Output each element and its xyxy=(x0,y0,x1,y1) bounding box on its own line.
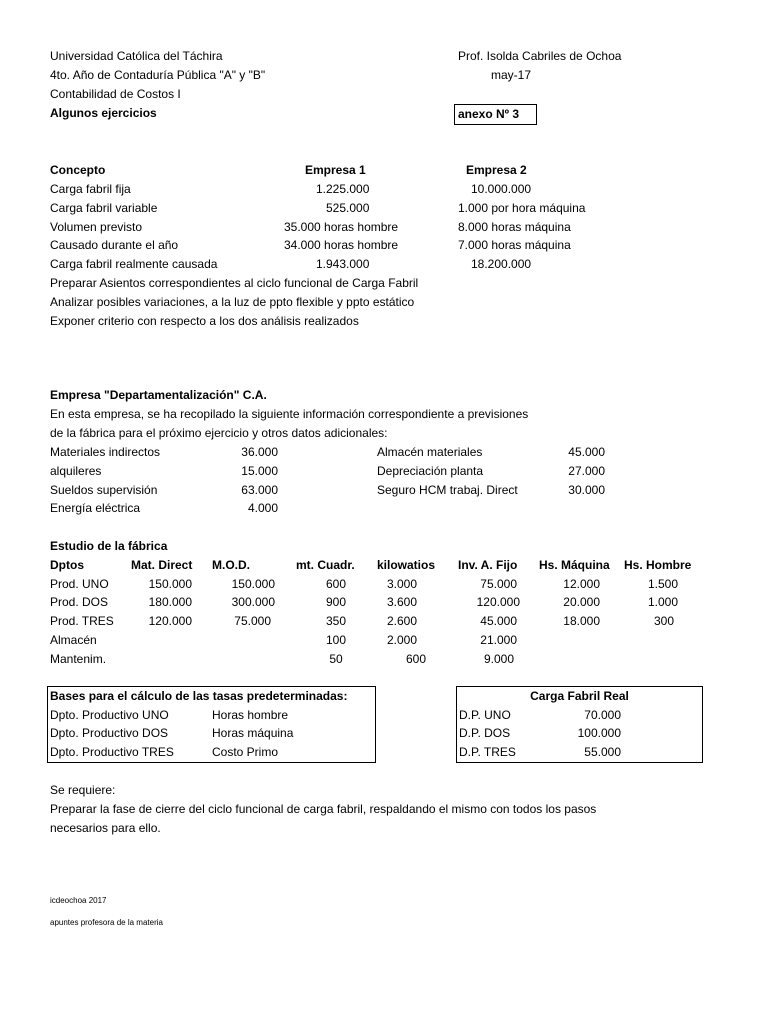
table-cell: 180.000 xyxy=(148,595,192,609)
cost-value: 63.000 xyxy=(241,483,278,497)
instruction-line: Analizar posibles variaciones, a la luz de ppto flexible y ppto estático xyxy=(50,295,415,309)
cost-label: alquileres xyxy=(50,464,102,478)
table-cell: 900 xyxy=(325,595,347,609)
table-cell: 3.600 xyxy=(386,595,417,609)
cost-label: Almacén materiales xyxy=(377,445,483,459)
topic: Algunos ejercicios xyxy=(50,106,157,120)
subject: Contabilidad de Costos I xyxy=(50,87,181,101)
company2-cell: 1.000 por hora máquina xyxy=(458,201,586,215)
company1-cell: 34.000 horas hombre xyxy=(284,238,399,252)
overhead-dept: D.P. UNO xyxy=(459,708,511,722)
table-cell: 1.000 xyxy=(647,595,678,609)
table-cell: 21.000 xyxy=(480,633,517,647)
footer-note: apuntes profesora de la materia xyxy=(50,918,163,927)
overhead-dept: D.P. TRES xyxy=(459,745,516,759)
table-cell: 45.000 xyxy=(480,614,517,628)
course-year: 4to. Año de Contaduría Pública "A" y "B" xyxy=(50,68,266,82)
study-header: Mat. Direct xyxy=(131,558,193,572)
required-text: necesarios para ello. xyxy=(50,821,161,835)
company2-cell: 18.200.000 xyxy=(471,257,532,271)
table-cell: 75.000 xyxy=(234,614,271,628)
instruction-line: Preparar Asientos correspondientes al ciclo funcional de Carga Fabril xyxy=(50,276,419,290)
concept-cell: Carga fabril realmente causada xyxy=(50,257,218,271)
bases-box xyxy=(47,686,376,763)
table-cell: 600 xyxy=(325,577,347,591)
concept-cell: Carga fabril fija xyxy=(50,182,131,196)
study-header: Dptos xyxy=(50,558,84,572)
bases-value: Costo Primo xyxy=(212,745,279,759)
concept-cell: Volumen previsto xyxy=(50,220,143,234)
real-overhead-box xyxy=(456,686,703,763)
overhead-value: 55.000 xyxy=(584,745,621,759)
study-header: Hs. Hombre xyxy=(624,558,692,572)
bases-value: Horas máquina xyxy=(212,726,294,740)
study-header: Hs. Máquina xyxy=(539,558,610,572)
overhead-value: 100.000 xyxy=(577,726,621,740)
required-title: Se requiere: xyxy=(50,783,116,797)
bases-value: Horas hombre xyxy=(212,708,289,722)
cost-value: 36.000 xyxy=(241,445,278,459)
table-cell: 600 xyxy=(405,652,426,666)
cost-value: 27.000 xyxy=(568,464,605,478)
bases-dept: Dpto. Productivo DOS xyxy=(50,726,169,740)
bases-dept: Dpto. Productivo UNO xyxy=(50,708,169,722)
company1-cell: 1.943.000 xyxy=(316,257,370,271)
company2-cell: 8.000 horas máquina xyxy=(458,220,571,234)
intro-line: En esta empresa, se ha recopilado la siguiente información correspondiente a previsiones xyxy=(50,407,529,421)
table-cell: 1.500 xyxy=(647,577,678,591)
dept-cell: Prod. UNO xyxy=(50,577,109,591)
annex-label: anexo Nº 3 xyxy=(458,107,520,121)
bases-dept: Dpto. Productivo TRES xyxy=(50,745,174,759)
table-cell: 12.000 xyxy=(563,577,600,591)
cost-label: Seguro HCM trabaj. Direct xyxy=(377,483,518,497)
dept-cell: Prod. DOS xyxy=(50,595,109,609)
company2-cell: 10.000.000 xyxy=(471,182,532,196)
study-header: Inv. A. Fijo xyxy=(458,558,518,572)
study-header: M.O.D. xyxy=(212,558,250,572)
study-header: mt. Cuadr. xyxy=(296,558,355,572)
company1-cell: 35.000 horas hombre xyxy=(284,220,399,234)
study-title: Estudio de la fábrica xyxy=(50,539,168,553)
annex-box xyxy=(454,104,537,125)
cost-value: 30.000 xyxy=(568,483,605,497)
table-cell: 18.000 xyxy=(563,614,600,628)
table-cell: 9.000 xyxy=(483,652,514,666)
company1-cell: 1.225.000 xyxy=(316,182,370,196)
cost-label: Sueldos supervisión xyxy=(50,483,158,497)
company1-header: Empresa 1 xyxy=(305,163,366,177)
table-cell: 50 xyxy=(329,652,343,666)
cost-label: Energía eléctrica xyxy=(50,501,141,515)
required-text: Preparar la fase de cierre del ciclo funcional de carga fabril, respaldando el mismo con todos los pasos xyxy=(50,802,597,816)
instruction-line: Exponer criterio con respecto a los dos análisis realizados xyxy=(50,314,359,328)
table-cell: 2.000 xyxy=(386,633,417,647)
cost-label: Materiales indirectos xyxy=(50,445,161,459)
table-cell: 20.000 xyxy=(563,595,600,609)
dept-cell: Mantenim. xyxy=(50,652,107,666)
table-cell: 3.000 xyxy=(386,577,417,591)
table-cell: 150.000 xyxy=(148,577,192,591)
company1-cell: 525.000 xyxy=(326,201,370,215)
cost-value: 4.000 xyxy=(247,501,278,515)
table-cell: 75.000 xyxy=(480,577,517,591)
cost-value: 45.000 xyxy=(568,445,605,459)
table-cell: 300.000 xyxy=(231,595,275,609)
intro-line: de la fábrica para el próximo ejercicio y otros datos adicionales: xyxy=(50,426,388,440)
table-cell: 300 xyxy=(653,614,674,628)
concept-header: Concepto xyxy=(50,163,106,177)
company-title: Empresa "Departamentalización" C.A. xyxy=(50,388,267,402)
company2-cell: 7.000 horas máquina xyxy=(458,238,571,252)
professor-name: Prof. Isolda Cabriles de Ochoa xyxy=(458,49,622,63)
cost-value: 15.000 xyxy=(241,464,278,478)
concept-cell: Carga fabril variable xyxy=(50,201,158,215)
table-cell: 120.000 xyxy=(476,595,520,609)
company2-header: Empresa 2 xyxy=(466,163,527,177)
study-header: kilowatios xyxy=(377,558,436,572)
date: may-17 xyxy=(491,68,532,82)
table-cell: 100 xyxy=(325,633,347,647)
overhead-dept: D.P. DOS xyxy=(459,726,511,740)
real-overhead-title: Carga Fabril Real xyxy=(530,689,629,703)
cost-label: Depreciación planta xyxy=(377,464,484,478)
university-name: Universidad Católica del Táchira xyxy=(50,49,223,63)
bases-title: Bases para el cálculo de las tasas predeterminadas: xyxy=(50,689,348,703)
table-cell: 150.000 xyxy=(231,577,275,591)
table-cell: 120.000 xyxy=(148,614,192,628)
table-cell: 2.600 xyxy=(386,614,417,628)
concept-cell: Causado durante el año xyxy=(50,238,179,252)
table-cell: 350 xyxy=(325,614,347,628)
dept-cell: Almacén xyxy=(50,633,97,647)
footer-author: icdeochoa 2017 xyxy=(50,896,107,905)
dept-cell: Prod. TRES xyxy=(50,614,114,628)
overhead-value: 70.000 xyxy=(584,708,621,722)
